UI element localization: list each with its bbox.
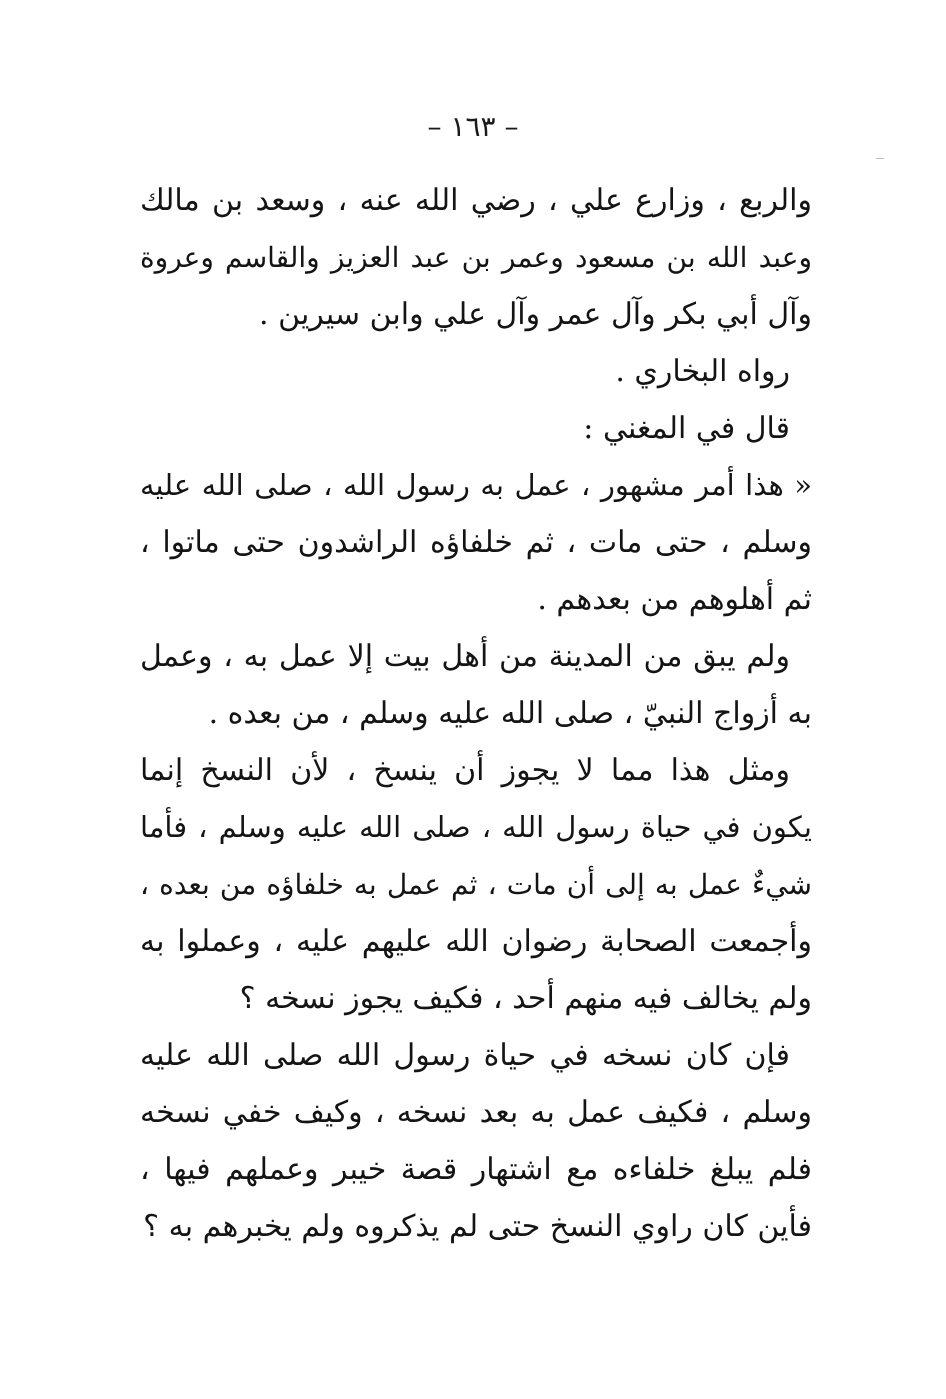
text-line: به أزواج النبيّ ، صلى الله عليه وسلم ، من بعده .	[208, 696, 812, 731]
text-line: فأين كان راوي النسخ حتى لم يذكروه ولم يخبرهم به ؟	[143, 1209, 812, 1244]
text-line: قال في المغني :	[583, 411, 790, 446]
text-line: ثم أهلوهم من بعدهم .	[537, 582, 812, 617]
text-line: وآل أبي بكر وآل عمر وآل علي وابن سيرين .	[259, 297, 812, 332]
text-line: « هذا أمر مشهور ، عمل به رسول الله ، صلى الله عليه	[140, 468, 812, 502]
text-line: وأجمعت الصحابة رضوان الله عليهم عليه ، وعملوا به	[140, 924, 812, 959]
text-line: وعبد الله بن مسعود وعمر بن عبد العزيز والقاسم وعروة	[140, 241, 812, 274]
text-line: ولم يبق من المدينة من أهل بيت إلا عمل به ، وعمل	[140, 639, 790, 674]
text-line: وسلم ، فكيف عمل به بعد نسخه ، وكيف خفي نسخه	[140, 1095, 812, 1130]
text-line: فلم يبلغ خلفاءه مع اشتهار قصة خيبر وعملهم فيها ،	[140, 1152, 812, 1187]
text-line: وسلم ، حتى مات ، ثم خلفاؤه الراشدون حتى ماتوا ،	[140, 525, 812, 560]
text-line: يكون في حياة رسول الله ، صلى الله عليه وسلم ، فأما	[140, 810, 812, 844]
scan-mark	[876, 158, 884, 159]
body-text	[140, 172, 812, 1255]
page-number: – ١٦٣ –	[427, 110, 519, 143]
text-line: شيءٌ عمل به إلى أن مات ، ثم عمل به خلفاؤه من بعده ،	[140, 868, 812, 901]
text-line: والربع ، وزارع علي ، رضي الله عنه ، وسعد بن مالك	[140, 183, 812, 218]
text-line: ومثل هذا مما لا يجوز أن ينسخ ، لأن النسخ إنما	[140, 753, 790, 788]
text-line: ولم يخالف فيه منهم أحد ، فكيف يجوز نسخه ؟	[239, 981, 812, 1016]
text-line: فإن كان نسخه في حياة رسول الله صلى الله عليه	[140, 1038, 790, 1073]
text-line: رواه البخاري .	[615, 354, 790, 389]
